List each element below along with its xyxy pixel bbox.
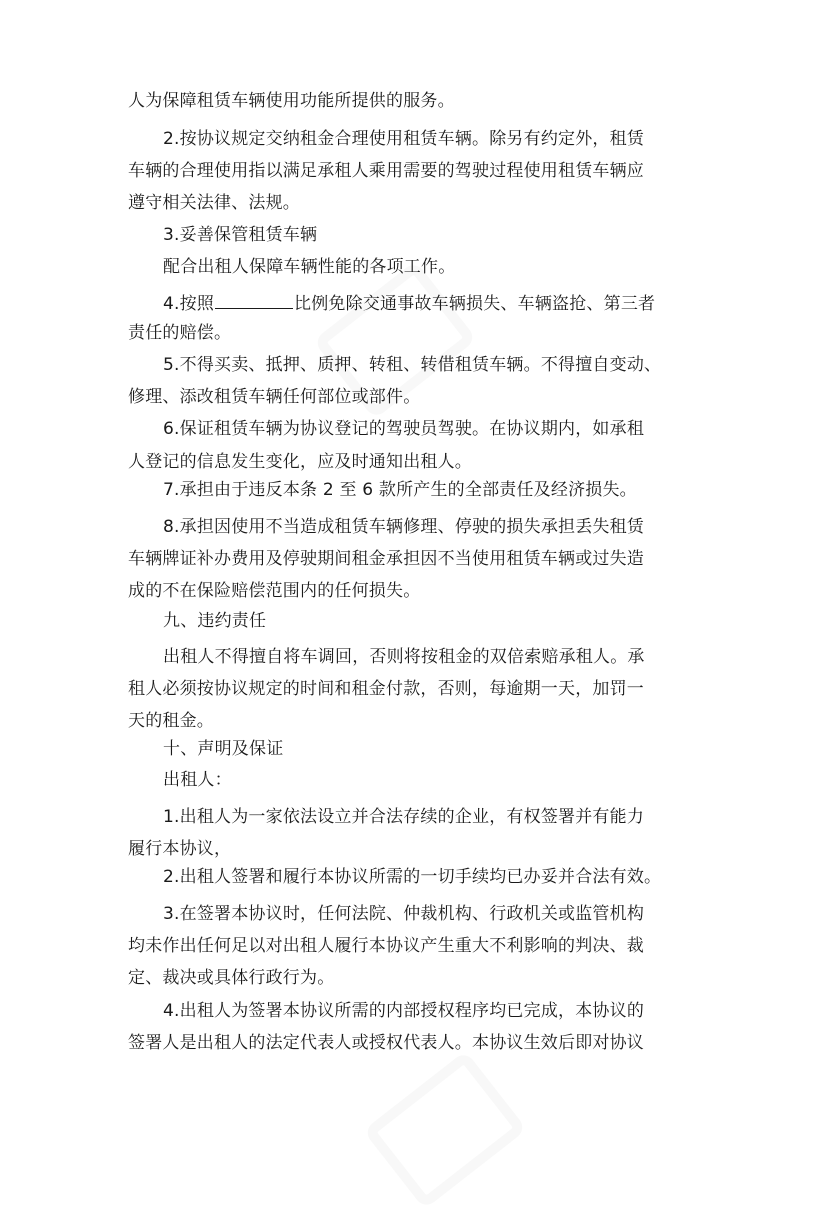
watermark xyxy=(363,1051,527,1209)
text-line: 2.出租人签署和履行本协议所需的一切手续均已办妥并合法有效。 xyxy=(163,867,662,887)
text-line: 1.出租人为一家依法设立并合法存续的企业，有权签署并有能力 xyxy=(163,807,645,827)
text-line: 人为保障租赁车辆使用功能所提供的服务。 xyxy=(128,91,455,111)
text-line: 修理、添改租赁车辆任何部位或部件。 xyxy=(128,387,421,407)
text-line xyxy=(163,292,655,315)
text-line: 3.在签署本协议时，任何法院、仲裁机构、行政机关或监管机构 xyxy=(163,904,645,924)
section-heading: 九、违约责任 xyxy=(163,611,267,631)
text-segment: 4.按照 xyxy=(163,294,215,314)
text-line: 均未作出任何足以对出租人履行本协议产生重大不利影响的判决、裁 xyxy=(128,936,644,956)
text-line: 出租人不得擅自将车调回，否则将按租金的双倍索赔承租人。承 xyxy=(163,647,645,667)
text-line: 5.不得买卖、抵押、质押、转租、转借租赁车辆。不得擅自变动、 xyxy=(163,355,662,375)
text-line: 3.妥善保管租赁车辆 xyxy=(163,225,318,245)
text-line: 车辆牌证补办费用及停驶期间租金承担因不当使用租赁车辆或过失造 xyxy=(128,549,644,569)
text-line: 定、裁决或具体行政行为。 xyxy=(128,968,335,988)
text-segment: 比例免除交通事故车辆损失、车辆盗抢、第三者 xyxy=(294,294,656,314)
text-line: 成的不在保险赔偿范围内的任何损失。 xyxy=(128,581,421,601)
text-line: 租人必须按协议规定的时间和租金付款，否则，每逾期一天，加罚一 xyxy=(128,679,644,699)
text-line: 2.按协议规定交纳租金合理使用租赁车辆。除另有约定外，租赁 xyxy=(163,129,645,149)
text-line: 配合出租人保障车辆性能的各项工作。 xyxy=(163,257,456,277)
text-line: 责任的赔偿。 xyxy=(128,323,232,343)
text-line: 6.保证租赁车辆为协议登记的驾驶员驾驶。在协议期内，如承租 xyxy=(163,419,645,439)
text-line: 出租人： xyxy=(163,770,232,790)
text-line: 签署人是出租人的法定代表人或授权代表人。本协议生效后即对协议 xyxy=(128,1033,644,1053)
text-line: 车辆的合理使用指以满足承租人乘用需要的驾驶过程使用租赁车辆应 xyxy=(128,161,644,181)
text-line: 4.出租人为签署本协议所需的内部授权程序均已完成，本协议的 xyxy=(163,1001,645,1021)
text-line: 人登记的信息发生变化，应及时通知出租人。 xyxy=(128,452,472,472)
fill-in-blank xyxy=(215,292,293,309)
text-line: 7.承担由于违反本条 2 至 6 款所产生的全部责任及经济损失。 xyxy=(163,480,637,500)
section-heading: 十、声明及保证 xyxy=(163,739,284,759)
text-line: 遵守相关法律、法规。 xyxy=(128,193,300,213)
text-line: 履行本协议， xyxy=(128,839,232,859)
text-line: 8.承担因使用不当造成租赁车辆修理、停驶的损失承担丢失租赁 xyxy=(163,517,645,537)
text-line: 天的租金。 xyxy=(128,711,214,731)
